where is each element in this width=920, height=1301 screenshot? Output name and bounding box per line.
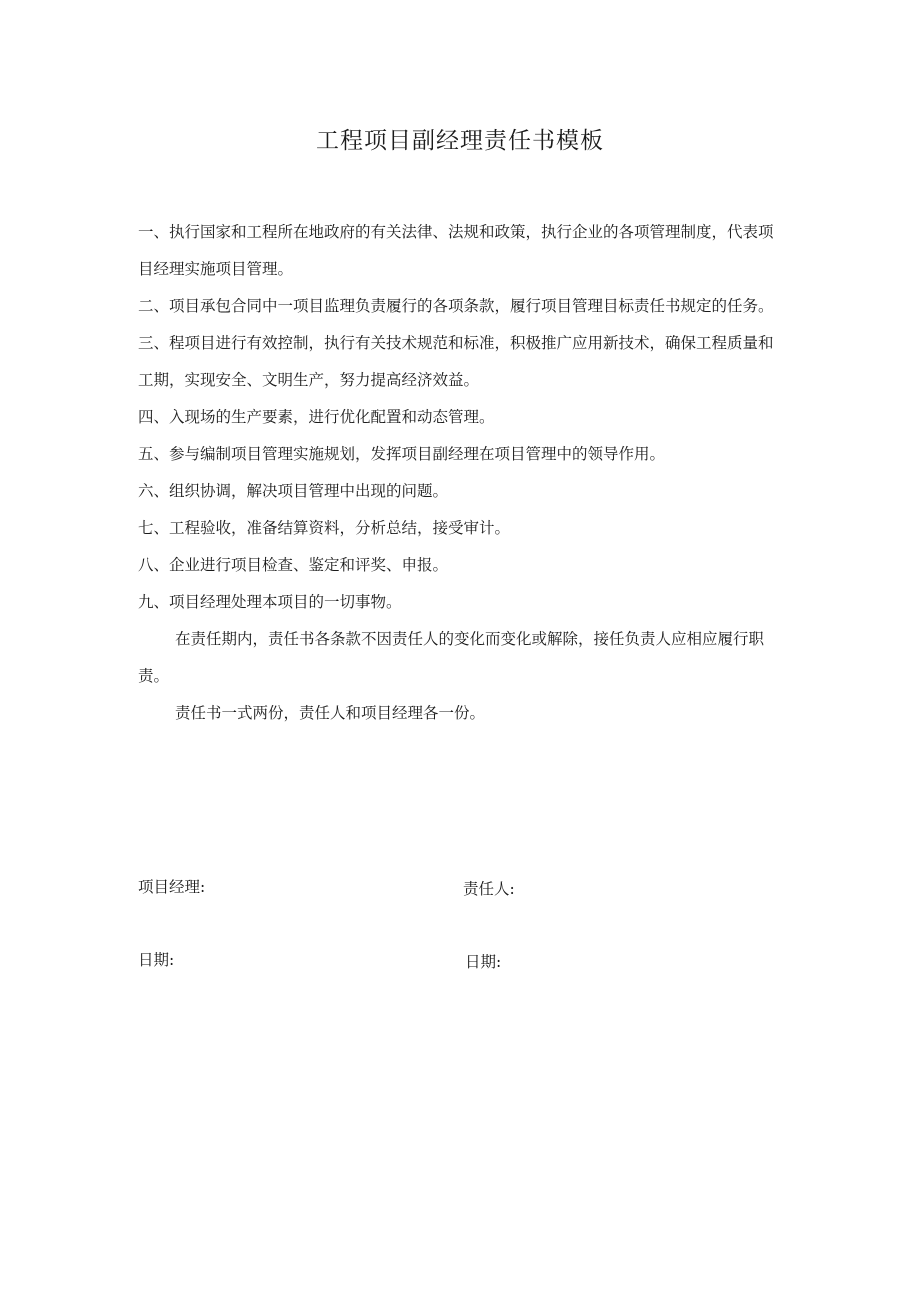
clause-8: 八、企业进行项目检查、鉴定和评奖、申报。 [138,556,449,574]
project-manager-signature-label: 项目经理: [138,878,206,896]
clause-1: 一、执行国家和工程所在地政府的有关法律、法规和政策，执行企业的各项管理制度，代表项目经理实施项目管理。 [138,223,774,278]
clause-3: 三、程项目进行有效控制，执行有关技术规范和标准，积极推广应用新技术，确保工程质量和工期，实现安全、文明生产，努力提高经济效益。 [138,334,774,389]
responsible-person-signature-label: 责任人: [463,880,515,898]
clause-5: 五、参与编制项目管理实施规划，发挥项目副经理在项目管理中的领导作用。 [138,445,666,463]
clause-9: 九、项目经理处理本项目的一切事物。 [138,593,402,611]
responsible-person-date-label: 日期: [465,953,502,971]
clause-6: 六、组织协调，解决项目管理中出现的问题。 [138,482,449,500]
document-body [138,214,788,732]
page-title: 工程项目副经理责任书模板 [316,128,604,154]
closing-paragraph-1: 在责任期内，责任书各条款不因责任人的变化而变化或解除，接任负责人应相应履行职责。 [138,630,765,685]
clause-2: 二、项目承包合同中一项目监理负责履行的各项条款，履行项目管理目标责任书规定的任务。 [138,297,774,315]
clause-4: 四、入现场的生产要素，进行优化配置和动态管理。 [138,408,495,426]
closing-paragraph-2: 责任书一式两份，责任人和项目经理各一份。 [175,704,486,722]
clause-7: 七、工程验收，准备结算资料，分析总结，接受审计。 [138,519,511,537]
project-manager-date-label: 日期: [138,951,175,969]
